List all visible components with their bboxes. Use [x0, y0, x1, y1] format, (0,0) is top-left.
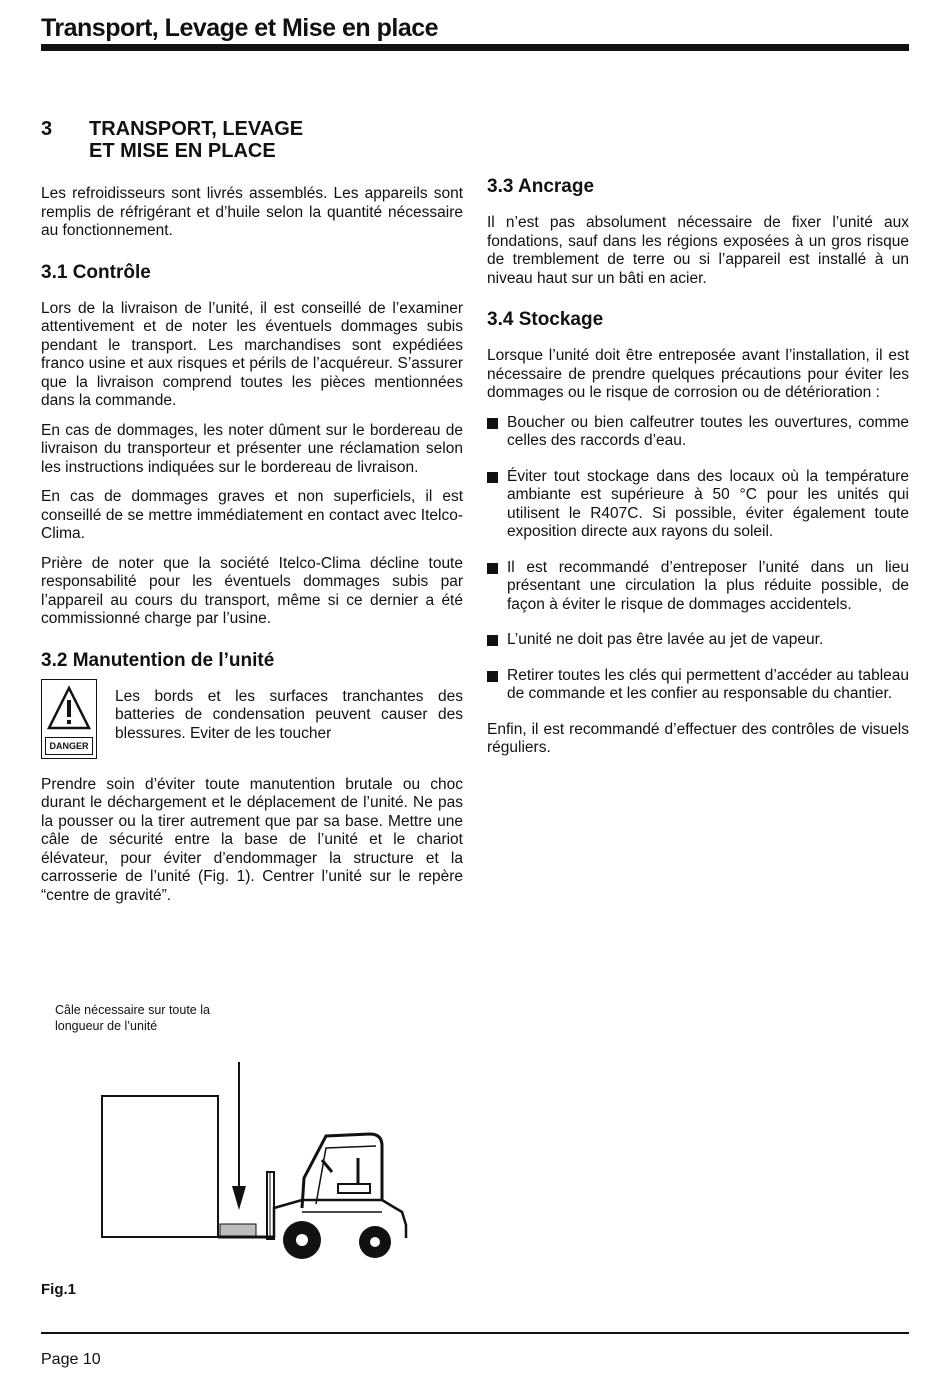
- section-3-4-paragraph-2: Enfin, il est recommandé d’effectuer des contrôles de visuels réguliers.: [487, 720, 909, 756]
- list-item: [487, 667, 909, 704]
- list-item-text: Il est recommandé d’entreposer l’unité dans un lieu présentant une circulation la plus réduite possible, de façon à éviter le risque de dommages accidentels.: [507, 558, 909, 613]
- figure-caption: Câle nécessaire sur toute la longueur de l’unité: [55, 1003, 210, 1033]
- section-3-3-paragraph-1: Il n’est pas absolument nécessaire de fixer l’unité aux fondations, sauf dans les régions exposées à un gros risque de tremblement de terre ou si l’appareil est installé à un niveau haut sur un bâti en acier.: [487, 214, 909, 287]
- bullet-square-icon: [487, 635, 498, 646]
- list-item: [487, 559, 909, 615]
- storage-precautions-list: [487, 414, 909, 704]
- list-item-text: L’unité ne doit pas être lavée au jet de vapeur.: [507, 631, 824, 648]
- header-rule: [41, 44, 909, 51]
- chapter-title-line2: ET MISE EN PLACE: [89, 140, 276, 162]
- list-item: [487, 631, 909, 650]
- danger-sign: [41, 679, 97, 759]
- right-column: [487, 176, 909, 769]
- list-item-text: Éviter tout stockage dans des locaux où la température ambiante est supérieure à 50 °C pour les unités qui utilisent le R407C. Si possible, éviter également toute exposition directe aux rayons du soleil.: [507, 467, 909, 540]
- bullet-square-icon: [487, 671, 498, 682]
- section-3-4-title: 3.4 Stockage: [487, 309, 604, 330]
- section-3-1-paragraph-4: Prière de noter que la société Itelco-Clima décline toute responsabilité pour les éventuels dommages subis par l’appareil au cours du transport, même si ce dernier a été commissionné charge par l’usine.: [41, 554, 463, 627]
- chapter-title: [41, 118, 463, 162]
- list-item: [487, 468, 909, 542]
- section-3-2-title: 3.2 Manutention de l’unité: [41, 649, 275, 671]
- section-3-2-paragraph-1: Prendre soin d’éviter toute manutention brutale ou choc durant le déchargement et le déplacement de l’unité. Ne pas la pousser ou la tirer autrement que par sa base. Mettre une câle de sécurité entre la base de l’unité et le chariot élévateur, pour éviter d’endommager la structure et la carrosserie de l’unité (Fig. 1). Centrer l’unité sur le repère “centre de gravité”.: [41, 775, 463, 904]
- left-column: [41, 118, 463, 916]
- danger-warning: [41, 688, 463, 759]
- bullet-square-icon: [487, 563, 498, 574]
- section-3-1-paragraph-1: Lors de la livraison de l’unité, il est conseillé de l’examiner attentivement et de noter les éventuels dommages subis pendant le transport. Les marchandises sont expédiées franco usine et aux risques et périls de l’acquéreur. S’assurer que la livraison comprend toutes les pièces mentionnées dans la commande.: [41, 299, 463, 409]
- section-3-3-title: 3.3 Ancrage: [487, 176, 595, 197]
- list-item: [487, 414, 909, 451]
- figure-label: Fig.1: [41, 1281, 77, 1298]
- section-3-4-paragraph-1: Lorsque l’unité doit être entreposée avant l’installation, il est nécessaire de prendre quelques précautions pour éviter les dommages ou le risque de corrosion ou de détérioration :: [487, 347, 909, 401]
- list-item-text: Retirer toutes les clés qui permettent d’accéder au tableau de commande et les confier au responsable du chantier.: [507, 666, 909, 702]
- section-3-1-paragraph-3: En cas de dommages graves et non superficiels, il est conseillé de se mettre immédiatement en contact avec Itelco-Clima.: [41, 488, 463, 542]
- danger-warning-text: Les bords et les surfaces tranchantes des batteries de condensation peuvent causer des blessures. Eviter de les toucher: [115, 687, 463, 742]
- footer-rule: [41, 1332, 909, 1334]
- list-item-text: Boucher ou bien calfeutrer toutes les ouvertures, comme celles des raccords d’eau.: [507, 413, 909, 449]
- danger-label: DANGER: [45, 737, 93, 755]
- running-header: Transport, Levage et Mise en place: [41, 14, 439, 42]
- chapter-intro: Les refroidisseurs sont livrés assemblés. Les appareils sont remplis de réfrigérant et d’huile selon la quantité nécessaire au fonctionnement.: [41, 185, 463, 239]
- chapter-title-text: [89, 118, 303, 162]
- bullet-square-icon: [487, 472, 498, 483]
- section-3-1-paragraph-2: En cas de dommages, les noter dûment sur le bordereau de livraison du transporteur et présenter une réclamation selon les instructions indiquées sur le bordereau de livraison.: [41, 421, 463, 476]
- forklift-illustration: [90, 1050, 430, 1265]
- section-3-1-title: 3.1 Contrôle: [41, 261, 151, 283]
- chapter-title-line1: TRANSPORT, LEVAGE: [89, 118, 304, 140]
- warning-triangle-icon: [46, 684, 92, 736]
- page-number: Page 10: [41, 1351, 101, 1368]
- bullet-square-icon: [487, 418, 498, 429]
- chapter-number: 3: [41, 118, 53, 140]
